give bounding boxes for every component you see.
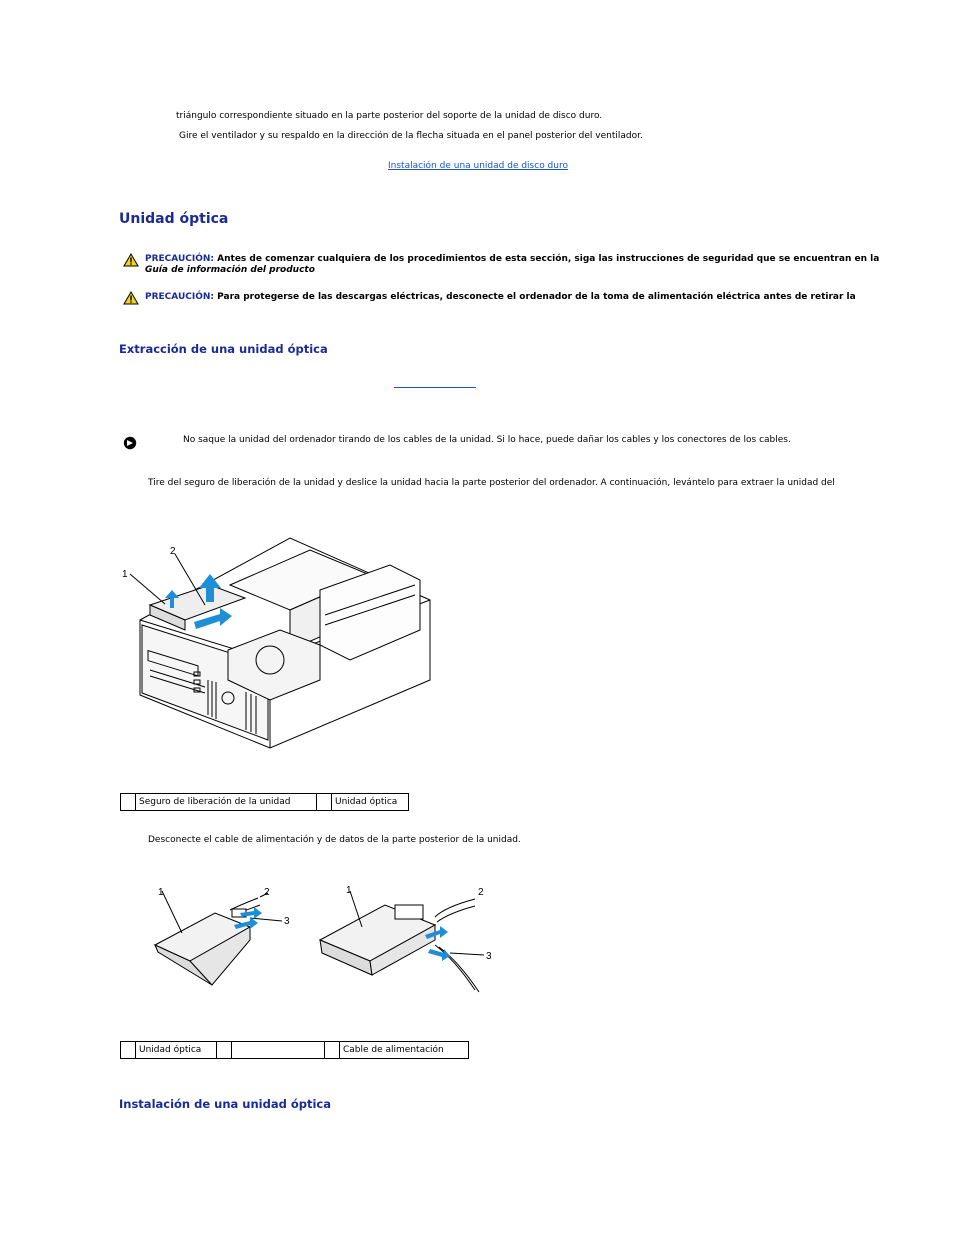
step-text-release-latch: Tire del seguro de liberación de la unidad y deslice la unidad hacia la parte posterior del ordenador. A continuación, levántelo para extraer la unidad del xyxy=(148,478,835,488)
figure2b-callout-2: 2 xyxy=(478,887,484,898)
caution-2-text xyxy=(145,292,856,303)
link-underline[interactable] xyxy=(394,387,476,388)
caution-2-label: PRECAUCIÓN: xyxy=(145,292,215,302)
figure2a-callout-3: 3 xyxy=(284,916,290,927)
figure1-callout-2: 2 xyxy=(170,546,176,557)
legend-cell xyxy=(317,794,332,811)
legend-cell-optical-drive: Unidad óptica xyxy=(332,794,409,811)
link-install-hard-drive[interactable]: Instalación de una unidad de disco duro xyxy=(388,161,568,171)
caution-icon xyxy=(123,291,139,305)
legend-row xyxy=(121,794,409,811)
caution-1-label: PRECAUCIÓN: xyxy=(145,254,215,264)
legend-cell xyxy=(232,1042,325,1059)
legend-cell xyxy=(325,1042,340,1059)
figure1-callout-1: 1 xyxy=(122,569,128,580)
caution-2-body: Para protegerse de las descargas eléctricas, desconecte el ordenador de la toma de alimentación eléctrica antes de retirar la xyxy=(214,292,856,302)
legend-cell-optical-drive: Unidad óptica xyxy=(136,1042,217,1059)
figure2a-callout-1: 1 xyxy=(158,887,164,898)
step-text-disconnect-cables: Desconecte el cable de alimentación y de datos de la parte posterior de la unidad. xyxy=(148,835,521,845)
step-text-triangle: triángulo correspondiente situado en la parte posterior del soporte de la unidad de disco duro. xyxy=(176,111,603,121)
subsection-title-removal: Extracción de una unidad óptica xyxy=(119,342,328,356)
legend-table-2 xyxy=(120,1041,469,1059)
legend-cell-release-latch: Seguro de liberación de la unidad xyxy=(136,794,317,811)
legend-table-1 xyxy=(120,793,409,811)
figure2b-callout-3: 3 xyxy=(486,951,492,962)
legend-cell xyxy=(121,1042,136,1059)
legend-row xyxy=(121,1042,469,1059)
caution-1-text xyxy=(145,254,879,276)
subsection-title-install: Instalación de una unidad óptica xyxy=(119,1097,331,1111)
legend-cell-power-cable: Cable de alimentación xyxy=(340,1042,469,1059)
step-text-fan: Gire el ventilador y su respaldo en la dirección de la flecha situada en el panel posterior del ventilador. xyxy=(179,131,643,141)
figure2b-callout-1: 1 xyxy=(346,885,352,896)
caution-icon xyxy=(123,253,139,267)
legend-cell xyxy=(217,1042,232,1059)
figure-optical-drive-cables xyxy=(150,885,500,995)
figure2a-callout-2: 2 xyxy=(264,887,270,898)
caution-1-guide: Guía de información del producto xyxy=(145,265,315,275)
notice-text: No saque la unidad del ordenador tirando de los cables de la unidad. Si lo hace, puede dañar los cables y los conectores de los cables. xyxy=(183,435,791,445)
legend-cell xyxy=(121,794,136,811)
caution-1-body: Antes de comenzar cualquiera de los procedimientos de esta sección, siga las instrucciones de seguridad que se encuentran en la xyxy=(214,254,880,264)
notice-icon xyxy=(123,436,137,450)
figure-computer-optical-drive xyxy=(120,530,440,760)
section-title-optical-drive: Unidad óptica xyxy=(119,211,229,227)
